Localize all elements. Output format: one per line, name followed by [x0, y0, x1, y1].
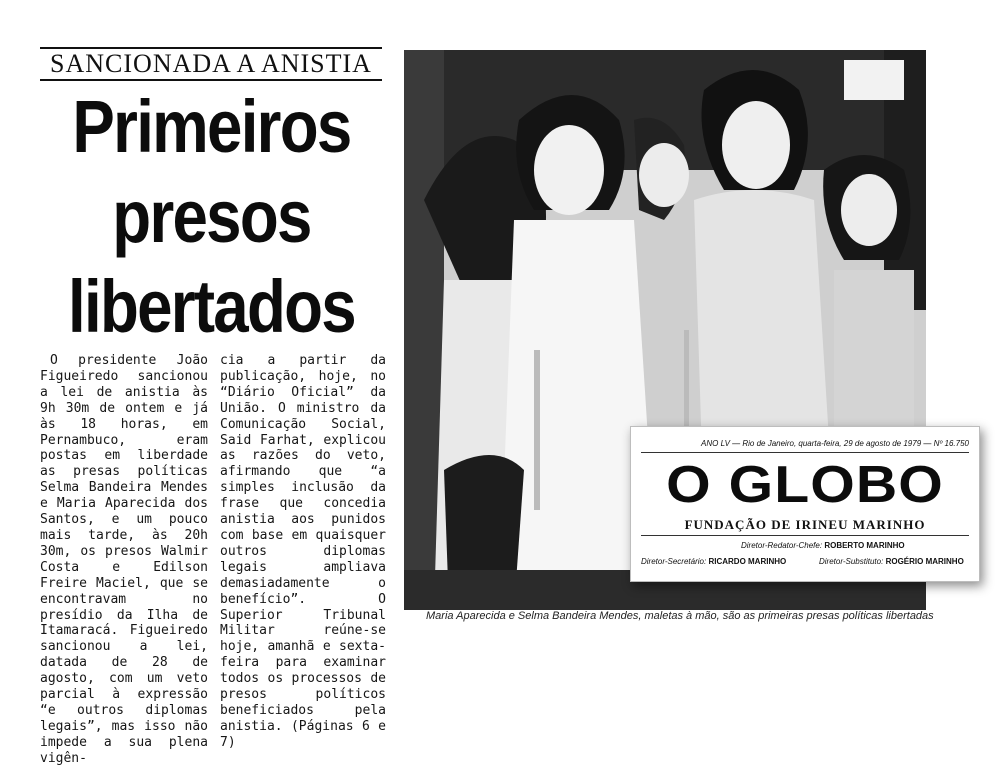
credit-3-role: Diretor-Substituto: — [819, 557, 884, 566]
masthead-card — [630, 426, 980, 582]
masthead-credit-1 — [741, 541, 905, 550]
masthead-subtitle: FUNDAÇÃO DE IRINEU MARINHO — [684, 517, 926, 532]
masthead-divider — [641, 535, 969, 536]
photo-caption: Maria Aparecida e Selma Bandeira Mendes, maletas à mão, são as primeiras presas políticas libertadas — [426, 610, 934, 622]
credit-2-role: Diretor-Secretário: — [641, 557, 707, 566]
section-kicker: SANCIONADA A ANISTIA — [40, 47, 382, 81]
article-column-1: O presidente João Figueiredo sancionou a lei de anistia às 9h 30m de ontem e já às 18 horas, em Pernambuco, eram postas em liberdade as presas políticas Selma Bandeira Mendes e Maria Aparecida dos Santos, e um pouco mais tarde, às 20h 30m, os presos Walmir Costa e Edilson Freire Maciel, que se encontravam no presídio da Ilha de Itamaracá. Figueiredo sancionou a lei, datada de 28 de agosto, com um veto parcial à expressão “e outros diplomas legais”, mas isso não impede a sua plena vigên- — [40, 353, 208, 766]
headline-line-2: presos — [112, 175, 311, 258]
credit-2-name: RICARDO MARINHO — [708, 557, 787, 566]
headline-line-1: Primeiros — [72, 85, 351, 168]
masthead-credit-3 — [819, 557, 964, 566]
credit-1-name: ROBERTO MARINHO — [824, 541, 905, 550]
article-column-2: cia a partir da publicação, hoje, no “Diário Oficial” da União. O ministro da Comunicação Social, Said Farhat, explicou as razões do veto, afirmando que “a simples inclusão da frase que concedia anistia aos punidos com base em quaisquer outros diplomas legais ampliava demasiadamente o benefício”. O Superior Tribunal Militar reúne-se hoje, amanhã e sexta-feira para examinar todos os processos de presos políticos beneficiados pela anistia. (Páginas 6 e 7) — [220, 353, 386, 750]
masthead-title: O GLOBO — [666, 456, 944, 514]
masthead-dateline: ANO LV — Rio de Janeiro, quarta-feira, 29 de agosto de 1979 — Nº 16.750 — [641, 436, 969, 453]
credit-3-name: ROGÉRIO MARINHO — [885, 557, 964, 566]
masthead-credit-2 — [641, 557, 786, 566]
credit-1-role: Diretor-Redator-Chefe: — [741, 541, 823, 550]
headline — [59, 82, 364, 352]
headline-line-3: libertados — [68, 265, 355, 348]
